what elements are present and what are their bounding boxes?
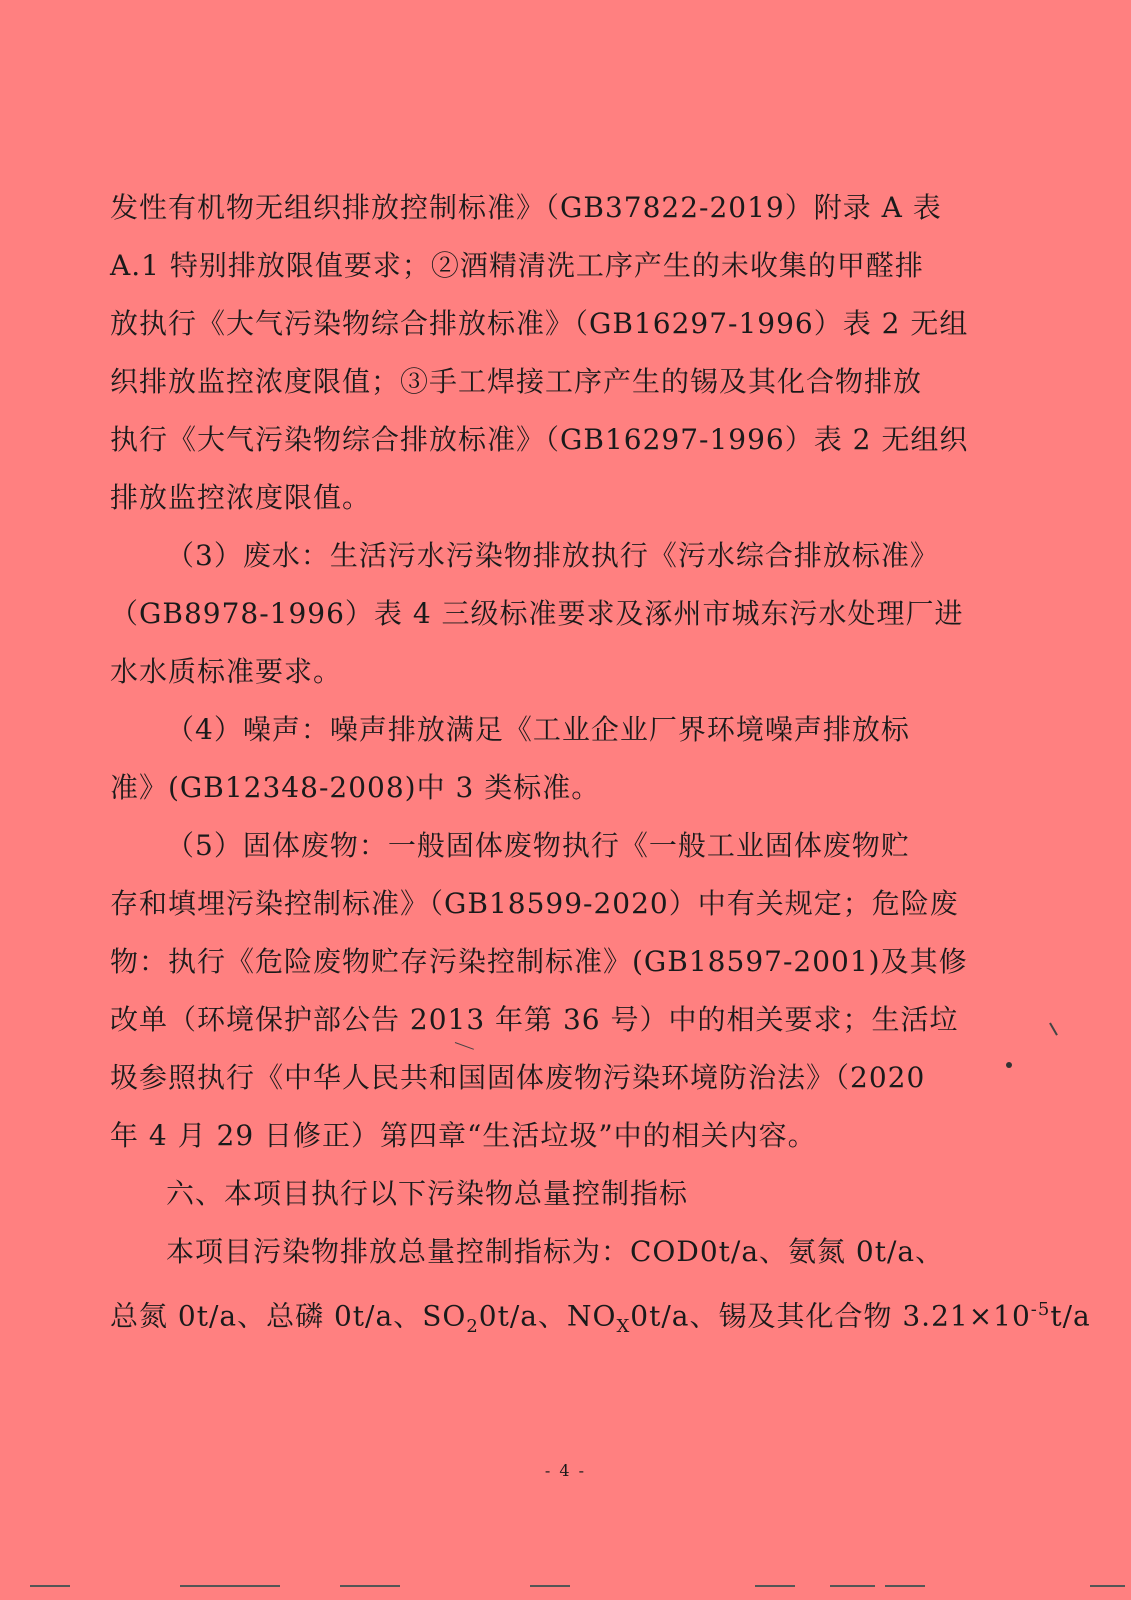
text-line-4: 织排放监控浓度限值；③手工焊接工序产生的锡及其化合物排放 [110,365,923,398]
paragraph-wastewater: （3）废水：生活污水污染物排放执行《污水综合排放标准》 [166,539,939,572]
scan-dash [30,1585,70,1587]
scan-dash [530,1585,570,1587]
subscript: 2 [466,1315,479,1337]
text-line-20 [110,1292,1091,1345]
paragraph-solid-waste: （5）固体废物：一般固体废物执行《一般工业固体废物贮 [166,829,910,862]
text-line-11: 准》(GB12348-2008)中 3 类标准。 [110,771,601,804]
scan-dash [340,1585,400,1587]
text-line-15: 改单（环境保护部公告 2013 年第 36 号）中的相关要求；生活垃 [110,1003,959,1036]
text-segment: 总氮 0t/a、总磷 0t/a、SO [110,1299,467,1333]
text-segment: 0t/a、锡及其化合物 3.21×10 [630,1299,1031,1333]
paragraph-noise: （4）噪声：噪声排放满足《工业企业厂界环境噪声排放标 [166,713,910,746]
text-line-13: 存和填埋污染控制标准》（GB18599-2020）中有关规定；危险废 [110,887,959,920]
text-line-6: 排放监控浓度限值。 [110,481,372,514]
text-line-3: 放执行《大气污染物综合排放标准》（GB16297-1996）表 2 无组 [110,307,969,340]
text-line-17: 年 4 月 29 日修正）第四章“生活垃圾”中的相关内容。 [110,1119,817,1152]
text-line-14: 物：执行《危险废物贮存污染控制标准》(GB18597-2001)及其修 [110,945,968,978]
superscript: -5 [1030,1299,1051,1320]
section-heading-total-control: 六、本项目执行以下污染物总量控制指标 [166,1177,689,1210]
subscript: X [616,1315,631,1337]
scan-mark [455,1042,474,1050]
text-line-1: 发性有机物无组织排放控制标准》（GB37822-2019）附录 A 表 [110,191,942,224]
page-number: - 4 - [544,1461,587,1480]
scan-speck [1006,1062,1012,1068]
scan-mark [1049,1023,1058,1036]
scan-dash [830,1585,875,1587]
scan-dash [180,1585,280,1587]
text-segment: 0t/a、NO [478,1299,617,1333]
text-line-9: 水水质标准要求。 [110,655,343,688]
scan-dash [1090,1585,1125,1587]
text-line-16: 圾参照执行《中华人民共和国固体废物污染环境防治法》（2020 [110,1061,926,1094]
text-line-8: （GB8978-1996）表 4 三级标准要求及涿州市城东污水处理厂进 [110,597,964,630]
text-segment: t/a [1050,1299,1091,1333]
text-line-5: 执行《大气污染物综合排放标准》（GB16297-1996）表 2 无组织 [110,423,969,456]
scan-dash [885,1585,925,1587]
scan-dash [755,1585,795,1587]
paragraph-total-control: 本项目污染物排放总量控制指标为：COD0t/a、氨氮 0t/a、 [166,1235,945,1268]
text-line-2: A.1 特别排放限值要求；②酒精清洗工序产生的未收集的甲醛排 [110,249,924,282]
